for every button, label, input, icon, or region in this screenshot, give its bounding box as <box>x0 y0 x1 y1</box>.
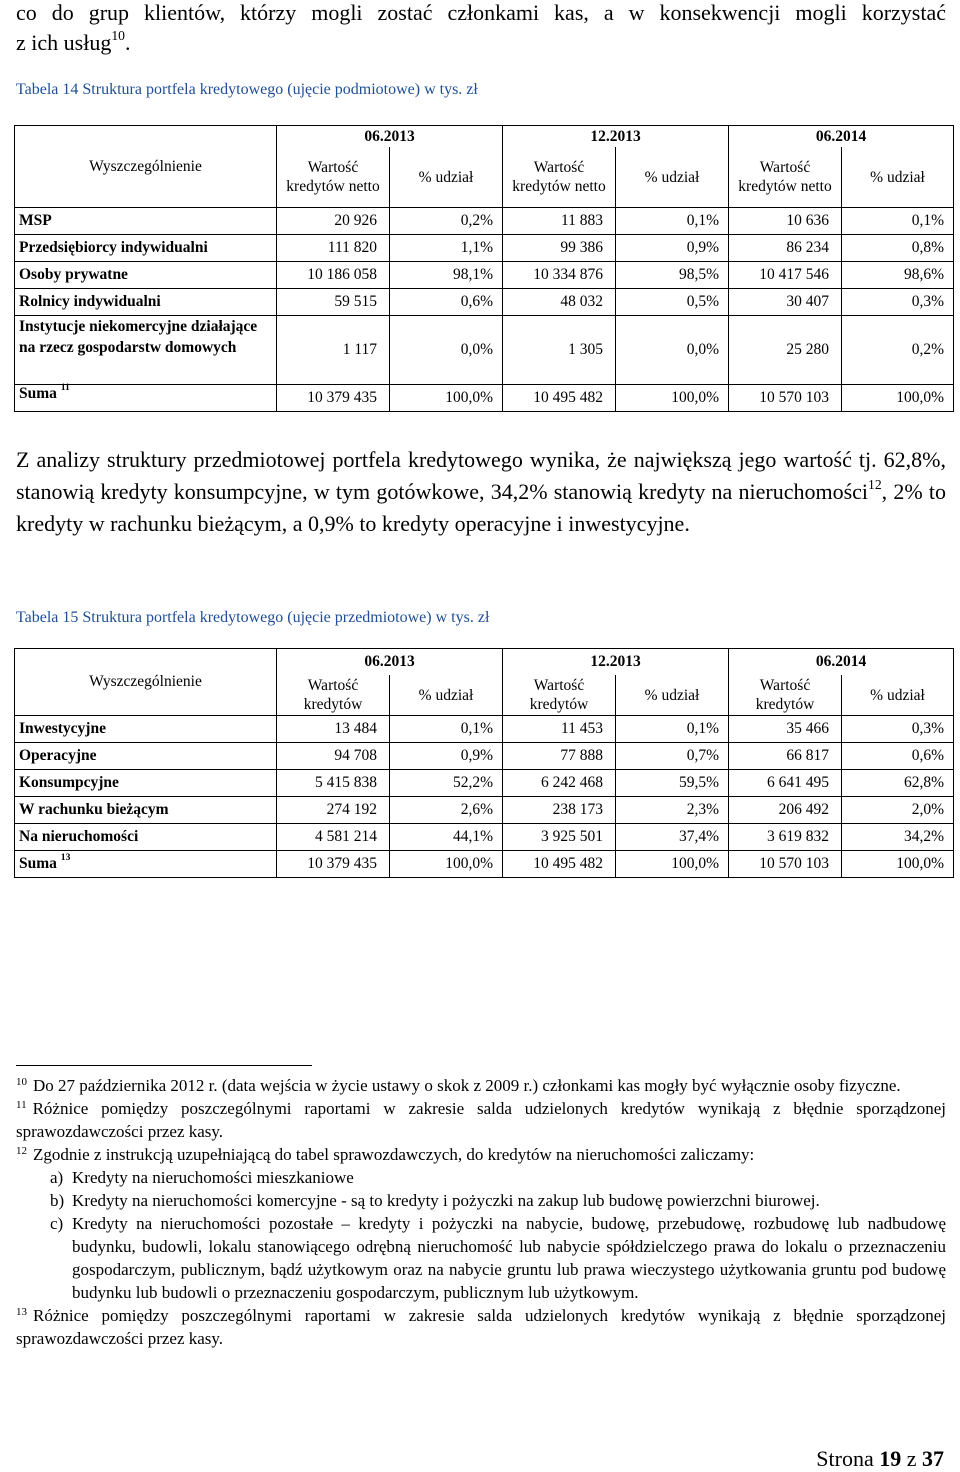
cell-value: 274 192 <box>277 797 390 824</box>
cell-share: 37,4% <box>616 824 729 851</box>
cell-share: 0,1% <box>616 716 729 743</box>
row-label: MSP <box>15 208 277 235</box>
cell-share: 0,8% <box>842 235 954 262</box>
cell-share: 98,6% <box>842 262 954 289</box>
intro-line-2: z ich usług$^{10}$. <box>16 27 131 55</box>
share-header: % udział <box>842 147 954 208</box>
column-header-label: Wyszczególnienie <box>15 126 277 208</box>
cell-share: 98,5% <box>616 262 729 289</box>
cell-share: 100,0% <box>390 851 503 878</box>
cell-share: 0,0% <box>390 316 503 385</box>
cell-share: 0,9% <box>390 743 503 770</box>
footnote-text: Różnice pomiędzy poszczególnymi raportami w zakresie salda udzielonych kredytów wynikają z błędnie sporządzonej sprawozdawczości przez kasy. <box>16 1099 946 1141</box>
cell-share: 0,1% <box>616 208 729 235</box>
cell-value: 20 926 <box>277 208 390 235</box>
row-label: Konsumpcyjne <box>15 770 277 797</box>
list-item: c) Kredyty na nieruchomości pozostałe – kredyty i pożyczki na nabycie, budowę, przebudowę, rozbudowę lub nadbudowę budynku, budowli, lokalu stanowiącego odrębną nieruchomość lub nabycie spółdzielczego prawa do lokalu o przeznaczeniu gospodarczym, publicznym, bądź użytkowym oraz na nabycie gruntu lub prawa wieczystego użytkowania gruntu pod budowę budynku lub budowli o przeznaczeniu gospodarczym, publicznym lub użytkowym. <box>50 1214 946 1302</box>
period-header: 12.2013 <box>503 126 729 148</box>
cell-value: 10 570 103 <box>729 851 842 878</box>
share-header: % udział <box>390 675 503 716</box>
cell-value: 1 117 <box>277 316 390 385</box>
footnote-12-list <box>16 1166 946 1304</box>
value-header: Wartość kredytów <box>277 675 390 716</box>
cell-share: 34,2% <box>842 824 954 851</box>
cell-share: 100,0% <box>842 851 954 878</box>
cell-share: 0,1% <box>842 208 954 235</box>
footnote-13 <box>16 1304 946 1350</box>
intro-paragraph <box>16 0 946 58</box>
footnote-12 <box>16 1143 946 1166</box>
cell-value: 5 415 838 <box>277 770 390 797</box>
footnote-mark: 10 <box>16 1076 27 1088</box>
table-row <box>15 716 954 743</box>
list-item: a) Kredyty na nieruchomości mieszkaniowe <box>50 1168 354 1187</box>
row-label: Przedsiębiorcy indywidualni <box>15 235 277 262</box>
cell-value: 59 515 <box>277 289 390 316</box>
page-number: Strona 19 z 37 <box>816 1446 944 1471</box>
footnote-text: Do 27 października 2012 r. (data wejścia w życie ustawy o skok z 2009 r.) członkami kas mogły być wyłącznie osoby fizyczne. <box>33 1076 901 1095</box>
row-label: Instytucje niekomercyjne działające na rzecz gospodarstw domowych <box>15 316 277 385</box>
cell-value: 3 925 501 <box>503 824 616 851</box>
footnote-text: Zgodnie z instrukcją uzupełniającą do tabel sprawozdawczych, do kredytów na nieruchomości zaliczamy: <box>33 1145 755 1164</box>
table-row <box>15 208 954 235</box>
footnote-mark: 13 <box>16 1306 27 1318</box>
list-item: b) Kredyty na nieruchomości komercyjne - są to kredyty i pożyczki na zakup lub budowę powierzchni biurowej. <box>50 1191 820 1210</box>
footnotes <box>16 1074 946 1350</box>
value-header: Wartość kredytów netto <box>729 147 842 208</box>
table-row <box>15 262 954 289</box>
cell-value: 10 495 482 <box>503 385 616 412</box>
table-row <box>15 289 954 316</box>
row-label: W rachunku bieżącym <box>15 797 277 824</box>
cell-share: 100,0% <box>390 385 503 412</box>
total-label: Suma $^{13}$ <box>15 851 277 878</box>
total-label: Suma $^{11}$ <box>15 385 277 412</box>
value-header: Wartość kredytów <box>503 675 616 716</box>
cell-value: 238 173 <box>503 797 616 824</box>
cell-share: 52,2% <box>390 770 503 797</box>
table-row <box>15 743 954 770</box>
cell-share: 0,3% <box>842 716 954 743</box>
cell-value: 66 817 <box>729 743 842 770</box>
cell-share: 62,8% <box>842 770 954 797</box>
cell-value: 25 280 <box>729 316 842 385</box>
cell-share: 1,1% <box>390 235 503 262</box>
cell-share: 0,9% <box>616 235 729 262</box>
cell-share: 44,1% <box>390 824 503 851</box>
table-14 <box>14 125 954 412</box>
cell-share: 2,3% <box>616 797 729 824</box>
cell-value: 10 186 058 <box>277 262 390 289</box>
period-header: 06.2014 <box>729 126 954 148</box>
table-15-caption: Tabela 15 Struktura portfela kredytowego (ujęcie przedmiotowe) w tys. zł <box>16 609 490 626</box>
row-label: Rolnicy indywidualni <box>15 289 277 316</box>
cell-value: 111 820 <box>277 235 390 262</box>
cell-share: 0,5% <box>616 289 729 316</box>
cell-share: 59,5% <box>616 770 729 797</box>
table-row <box>15 824 954 851</box>
cell-value: 11 883 <box>503 208 616 235</box>
share-header: % udział <box>616 147 729 208</box>
cell-value: 1 305 <box>503 316 616 385</box>
table-row <box>15 235 954 262</box>
cell-value: 86 234 <box>729 235 842 262</box>
cell-value: 4 581 214 <box>277 824 390 851</box>
period-header: 06.2013 <box>277 126 503 148</box>
period-header: 12.2013 <box>503 649 729 676</box>
intro-line-1: co do grup klientów, którzy mogli zostać członkami kas, a w konsekwencji mogli korzystać <box>16 0 946 25</box>
column-header-label: Wyszczególnienie <box>15 649 277 716</box>
table-total-row <box>15 851 954 878</box>
cell-value: 99 386 <box>503 235 616 262</box>
table-header-row <box>15 649 954 676</box>
cell-value: 11 453 <box>503 716 616 743</box>
cell-value: 206 492 <box>729 797 842 824</box>
footnote-mark: 11 <box>16 1099 27 1111</box>
cell-share: 98,1% <box>390 262 503 289</box>
table-row <box>15 770 954 797</box>
cell-share: 2,6% <box>390 797 503 824</box>
footnote-text: Różnice pomiędzy poszczególnymi raportami w zakresie salda udzielonych kredytów wynikają z błędnie sporządzonej sprawozdawczości przez kasy. <box>16 1306 946 1348</box>
cell-value: 6 641 495 <box>729 770 842 797</box>
cell-value: 77 888 <box>503 743 616 770</box>
footnote-11 <box>16 1097 946 1143</box>
period-header: 06.2013 <box>277 649 503 676</box>
footnote-ref-10[interactable]: 10 <box>111 27 125 43</box>
period-header: 06.2014 <box>729 649 954 676</box>
cell-value: 10 495 482 <box>503 851 616 878</box>
footnote-mark: 12 <box>16 1145 27 1157</box>
cell-share: 0,6% <box>842 743 954 770</box>
cell-value: 10 334 876 <box>503 262 616 289</box>
table-14-caption: Tabela 14 Struktura portfela kredytowego (ujęcie podmiotowe) w tys. zł <box>16 81 478 98</box>
cell-share: 100,0% <box>842 385 954 412</box>
cell-share: 100,0% <box>616 851 729 878</box>
cell-share: 0,7% <box>616 743 729 770</box>
cell-value: 10 636 <box>729 208 842 235</box>
analysis-paragraph: Z analizy struktury przedmiotowej portfela kredytowego wynika, że największą jego wartość tj. 62,8%, stanowią kredyty konsumpcyjne, w tym gotówkowe, 34,2% stanowią kredyty na nieruchomości$^{12}$, 2% to kredyty w rachunku bieżącym, a 0,9% to kredyty operacyjne i inwestycyjne. <box>16 447 946 536</box>
row-label: Inwestycyjne <box>15 716 277 743</box>
cell-value: 6 242 468 <box>503 770 616 797</box>
cell-share: 0,1% <box>390 716 503 743</box>
share-header: % udział <box>616 675 729 716</box>
cell-value: 10 417 546 <box>729 262 842 289</box>
footnote-ref-11[interactable]: 11 <box>60 382 70 394</box>
table-total-row <box>15 385 954 412</box>
cell-value: 94 708 <box>277 743 390 770</box>
table-row <box>15 316 954 385</box>
cell-value: 10 379 435 <box>277 851 390 878</box>
cell-value: 48 032 <box>503 289 616 316</box>
row-label: Operacyjne <box>15 743 277 770</box>
cell-value: 30 407 <box>729 289 842 316</box>
value-header: Wartość kredytów netto <box>503 147 616 208</box>
cell-share: 0,2% <box>842 316 954 385</box>
footnote-ref-13[interactable]: 13 <box>60 852 71 864</box>
cell-share: 2,0% <box>842 797 954 824</box>
row-label: Osoby prywatne <box>15 262 277 289</box>
row-label: Na nieruchomości <box>15 824 277 851</box>
footnote-ref-12[interactable]: 12 <box>868 476 882 492</box>
cell-value: 10 570 103 <box>729 385 842 412</box>
value-header: Wartość kredytów <box>729 675 842 716</box>
cell-share: 0,0% <box>616 316 729 385</box>
cell-share: 100,0% <box>616 385 729 412</box>
cell-value: 10 379 435 <box>277 385 390 412</box>
cell-share: 0,3% <box>842 289 954 316</box>
share-header: % udział <box>390 147 503 208</box>
table-header-row <box>15 126 954 148</box>
cell-value: 35 466 <box>729 716 842 743</box>
cell-share: 0,6% <box>390 289 503 316</box>
cell-value: 13 484 <box>277 716 390 743</box>
footnote-divider <box>16 1065 312 1066</box>
value-header: Wartość kredytów netto <box>277 147 390 208</box>
table-row <box>15 797 954 824</box>
cell-share: 0,2% <box>390 208 503 235</box>
cell-value: 3 619 832 <box>729 824 842 851</box>
footnote-10 <box>16 1074 946 1097</box>
share-header: % udział <box>842 675 954 716</box>
table-15 <box>14 648 954 878</box>
